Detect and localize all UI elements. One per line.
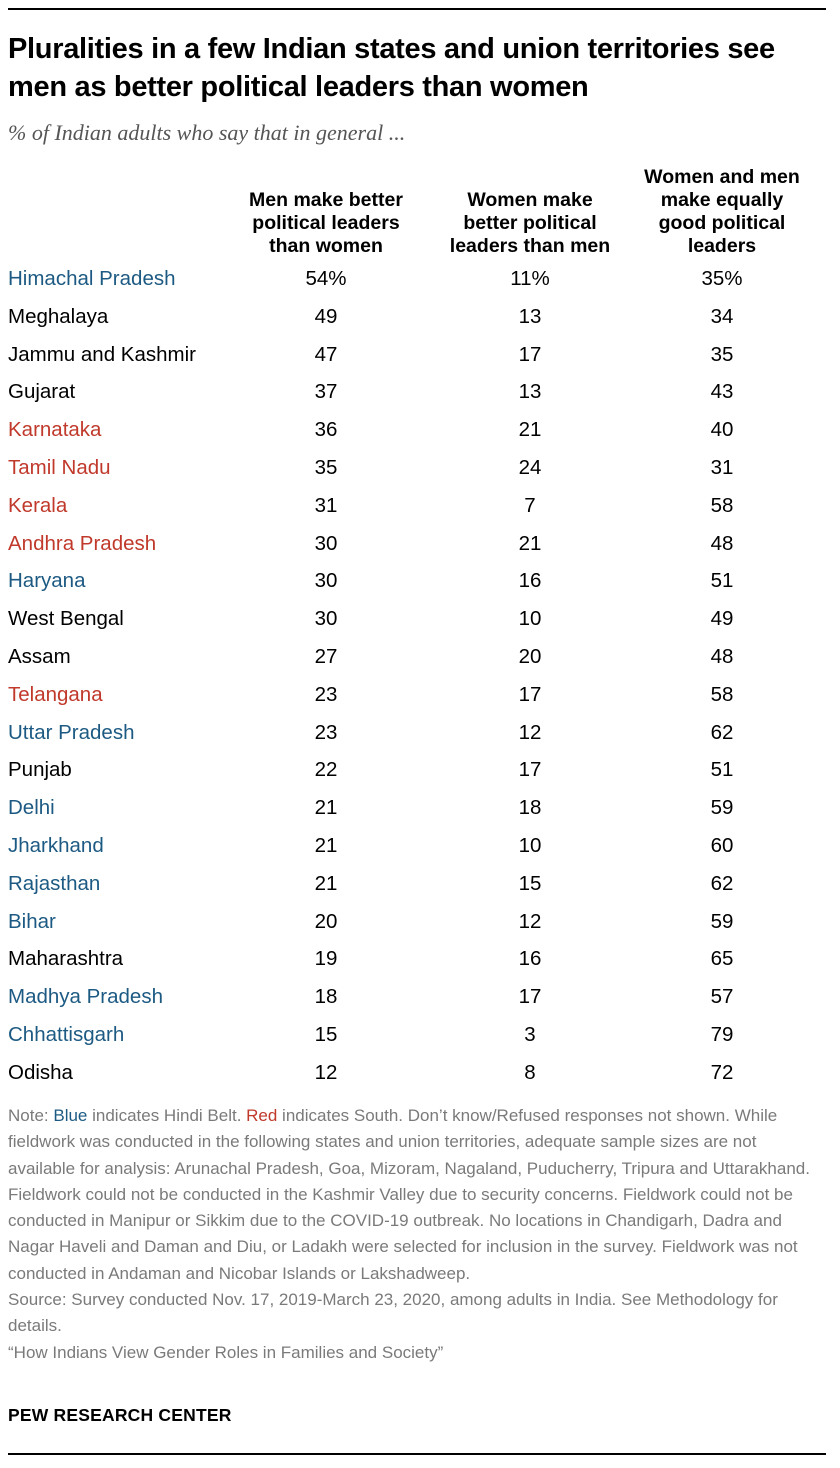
- note-red-word: Red: [246, 1106, 278, 1125]
- state-label: Punjab: [8, 758, 72, 782]
- value-cell: 59: [710, 796, 734, 820]
- value-cell: 49: [314, 304, 338, 328]
- value-cell: 62: [710, 720, 734, 744]
- table-row: [0, 638, 840, 676]
- value-cell: 40: [710, 418, 734, 442]
- value-cell: 21: [314, 871, 338, 895]
- value-cell: 15: [518, 871, 542, 895]
- table-row: [0, 298, 840, 336]
- value-cell: 21: [518, 531, 542, 555]
- value-cell: 30: [314, 569, 338, 593]
- value-cell: 57: [710, 985, 734, 1009]
- state-label: Jammu and Kashmir: [8, 342, 196, 366]
- table-row: [0, 487, 840, 525]
- report-title: “How Indians View Gender Roles in Families and Society”: [8, 1342, 444, 1362]
- state-label: Meghalaya: [8, 304, 109, 328]
- value-cell: 30: [314, 607, 338, 631]
- value-cell: 31: [710, 455, 734, 479]
- value-cell: 36: [314, 418, 338, 442]
- value-cell: 21: [518, 418, 542, 442]
- column-header-line: make equally: [660, 189, 784, 211]
- value-cell: 17: [518, 985, 542, 1009]
- value-cell: 17: [518, 758, 542, 782]
- source-text: Source: Survey conducted Nov. 17, 2019-March 23, 2020, among adults in India. See Methodology for details.: [8, 1290, 778, 1336]
- column-header-line: than women: [269, 235, 383, 257]
- state-label: Haryana: [8, 569, 86, 593]
- value-cell: 59: [710, 909, 734, 933]
- table-row: [0, 260, 840, 298]
- state-label: Himachal Pradesh: [8, 267, 176, 290]
- table-row: [0, 600, 840, 638]
- chart-title: Pluralities in a few Indian states and union territories see men as better political leaders than women: [8, 33, 775, 103]
- value-cell: 49: [710, 607, 734, 631]
- value-cell: 54%: [305, 267, 347, 290]
- value-cell: 15: [314, 1022, 338, 1046]
- value-cell: 48: [710, 531, 734, 555]
- table-row: [0, 411, 840, 449]
- state-label: Chhattisgarh: [8, 1022, 125, 1046]
- value-cell: 48: [710, 644, 734, 668]
- value-cell: 18: [518, 796, 542, 820]
- value-cell: 13: [518, 304, 542, 328]
- column-header-line: good political: [658, 212, 786, 234]
- value-cell: 22: [314, 758, 338, 782]
- state-label: Telangana: [8, 682, 103, 706]
- table-row: [0, 562, 840, 600]
- value-cell: 37: [314, 380, 338, 404]
- column-header-line: Women make: [467, 189, 593, 211]
- value-cell: 21: [314, 833, 338, 857]
- value-cell: 3: [524, 1022, 536, 1046]
- value-cell: 16: [518, 947, 542, 971]
- top-rule: [8, 8, 826, 10]
- column-header-equally-good: [620, 166, 824, 258]
- value-cell: 20: [314, 909, 338, 933]
- value-cell: 23: [314, 720, 338, 744]
- value-cell: 35%: [701, 267, 743, 290]
- chart-subtitle: % of Indian adults who say that in general ...: [8, 120, 406, 145]
- value-cell: 12: [518, 909, 542, 933]
- table-row: [0, 1054, 840, 1092]
- column-header-line: Women and men: [644, 166, 800, 188]
- table-row: [0, 940, 840, 978]
- table-row: [0, 978, 840, 1016]
- value-cell: 60: [710, 833, 734, 857]
- table-row: [0, 827, 840, 865]
- value-cell: 17: [518, 342, 542, 366]
- state-label: Tamil Nadu: [8, 455, 111, 479]
- value-cell: 35: [710, 342, 734, 366]
- value-cell: 58: [710, 682, 734, 706]
- bottom-rule: [8, 1453, 826, 1455]
- state-label: Andhra Pradesh: [8, 531, 157, 555]
- value-cell: 24: [518, 455, 542, 479]
- column-header-line: leaders: [687, 235, 757, 257]
- table-row: [0, 865, 840, 903]
- state-label: Kerala: [8, 493, 68, 517]
- column-header-men-better: [222, 166, 430, 258]
- value-cell: 8: [524, 1060, 536, 1084]
- table-row: [0, 676, 840, 714]
- table-row: [0, 373, 840, 411]
- value-cell: 27: [314, 644, 338, 668]
- data-table-body: [0, 260, 840, 1092]
- value-cell: 7: [524, 493, 536, 517]
- value-cell: 16: [518, 569, 542, 593]
- note-prefix: Note:: [8, 1106, 54, 1125]
- state-label: Delhi: [8, 796, 55, 820]
- state-label: West Bengal: [8, 607, 124, 631]
- note-blue-word: Blue: [53, 1106, 88, 1125]
- value-cell: 21: [314, 796, 338, 820]
- value-cell: 35: [314, 455, 338, 479]
- table-row: [0, 751, 840, 789]
- value-cell: 51: [710, 569, 734, 593]
- value-cell: 13: [518, 380, 542, 404]
- state-label: Odisha: [8, 1060, 73, 1084]
- table-row: [0, 789, 840, 827]
- table-row: [0, 336, 840, 374]
- value-cell: 34: [710, 304, 734, 328]
- state-label: Rajasthan: [8, 871, 101, 895]
- column-header-line: political leaders: [252, 212, 400, 234]
- value-cell: 51: [710, 758, 734, 782]
- value-cell: 18: [314, 985, 338, 1009]
- value-cell: 65: [710, 947, 734, 971]
- table-row: [0, 903, 840, 941]
- value-cell: 17: [518, 682, 542, 706]
- state-label: Karnataka: [8, 418, 102, 442]
- state-label: Maharashtra: [8, 947, 124, 971]
- value-cell: 43: [710, 380, 734, 404]
- value-cell: 31: [314, 493, 338, 517]
- value-cell: 10: [518, 607, 542, 631]
- note-text: [8, 1103, 828, 1287]
- brand-logo-text: PEW RESEARCH CENTER: [8, 1405, 232, 1425]
- value-cell: 58: [710, 493, 734, 517]
- table-row: [0, 525, 840, 563]
- column-header-line: leaders than men: [449, 235, 611, 257]
- note-mid: indicates Hindi Belt.: [87, 1106, 247, 1125]
- table-row: [0, 449, 840, 487]
- value-cell: 10: [518, 833, 542, 857]
- value-cell: 79: [710, 1022, 734, 1046]
- table-row: [0, 714, 840, 752]
- column-header-line: better political: [463, 212, 597, 234]
- state-label: Bihar: [8, 909, 56, 933]
- value-cell: 30: [314, 531, 338, 555]
- value-cell: 11%: [510, 267, 550, 290]
- column-header-line: Men make better: [249, 189, 403, 211]
- notes-block: [8, 1103, 828, 1366]
- state-label: Jharkhand: [8, 833, 104, 857]
- value-cell: 47: [314, 342, 338, 366]
- state-label: Uttar Pradesh: [8, 720, 135, 744]
- value-cell: 20: [518, 644, 542, 668]
- value-cell: 23: [314, 682, 338, 706]
- value-cell: 12: [518, 720, 542, 744]
- column-header-women-better: [428, 166, 632, 258]
- value-cell: 62: [710, 871, 734, 895]
- note-rest: indicates South. Don’t know/Refused responses not shown. While fieldwork was conducted in the following states and union territories, adequate sample sizes are not available for analysis: Arunachal Pradesh, Goa, Mizoram, Nagaland, Puducherry, Tripura and Uttarakhand. Fieldwork could not be conducted in the Kashmir Valley due to security concerns. Fieldwork could not be conducted in Manipur or Sikkim due to the COVID-19 outbreak. No locations in Chandigarh, Dadra and Nagar Haveli and Daman and Diu, or Ladakh were selected for inclusion in the survey. Fieldwork was not conducted in Andaman and Nicobar Islands or Lakshadweep.: [8, 1106, 810, 1283]
- table-row: [0, 1016, 840, 1054]
- value-cell: 72: [710, 1060, 734, 1084]
- value-cell: 19: [314, 947, 338, 971]
- state-label: Gujarat: [8, 380, 76, 404]
- value-cell: 12: [314, 1060, 338, 1084]
- state-label: Madhya Pradesh: [8, 985, 163, 1009]
- state-label: Assam: [8, 644, 71, 668]
